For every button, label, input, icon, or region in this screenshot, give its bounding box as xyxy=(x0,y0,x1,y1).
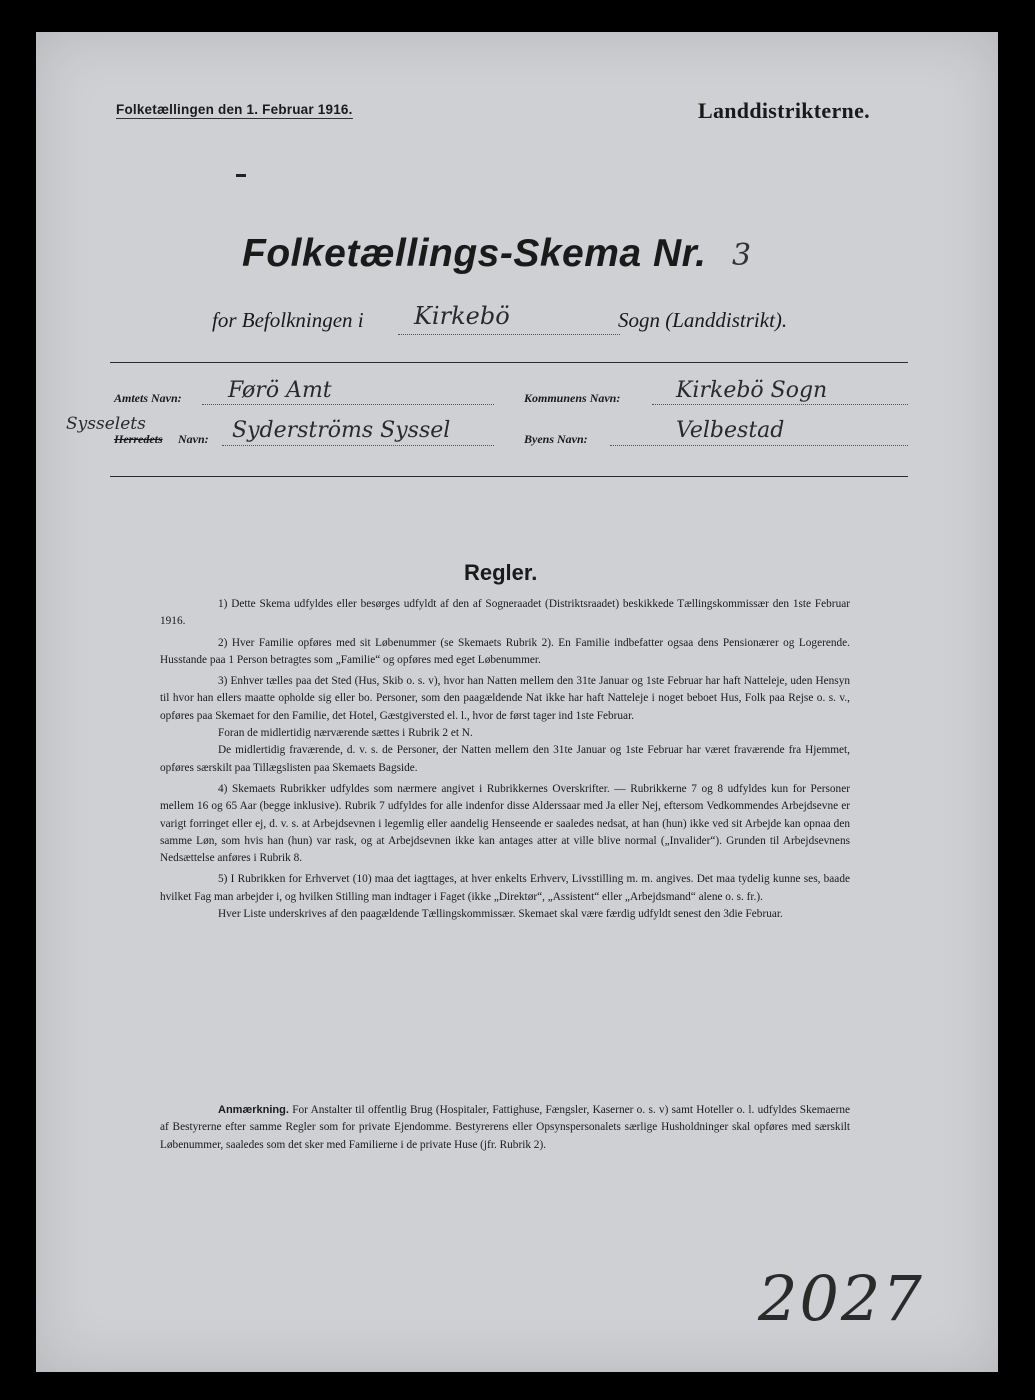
remark-text: For Anstalter til offentlig Brug (Hospitaler, Fattighuse, Fængsler, Kaserner o. s. v) samt Hoteller o. l. udfyldes Skemaerne af Bestyrerne efter samme Regler som for private Ejendomme. Bestyrerens eller Opsynspersonalets særlige Husholdninger skal opføres med særskilt Løbenummer, saaledes som det sker med Familierne i de private Huse (jfr. Rubrik 2). xyxy=(160,1104,850,1151)
rules-section xyxy=(160,596,850,927)
kommune-label: Kommunens Navn: xyxy=(524,391,621,405)
rule-3: 3) Enhver tælles paa det Sted (Hus, Skib o. s. v), hvor han Natten mellem den 31te Januar og 1ste Februar har haft Natteleje, uden Hensyn til hvor han ellers maatte opholde sig eller bo. Personer, som den paagældende Nat ikke har haft Natteleje i noget beboet Hus, Folk paa Rejse o. s. v., opføres paa Skemaet for den Familie, det Hotel, Gæstgiversted el. l., hvor de først tager ind 1ste Februar. xyxy=(160,675,850,722)
amt-line xyxy=(202,404,494,405)
kommune-line xyxy=(652,404,908,405)
amt-value-handwritten: Førö Amt xyxy=(228,378,332,403)
rule-2: 2) Hver Familie opføres med sit Løbenummer (se Skemaets Rubrik 2). En Familie indbefatter ogsaa dens Pensionærer og Logerende. Husstande paa 1 Person betragtes som „Familie“ og opføres med eget Løbenummer. xyxy=(160,636,850,666)
rule-5: 5) I Rubrikken for Erhvervet (10) maa det iagttages, at hver enkelts Erhverv, Livsstilling m. m. angives. Det maa tydelig kunne ses, baade hvilket Fag man arbejder i, og hvilken Stilling man indtager i Faget (ikke „Direktør“, „Assistent“ eller „Arbejdsmand“ alene o. s. fr.). xyxy=(160,873,850,903)
ink-mark xyxy=(236,174,246,177)
herred-line xyxy=(222,445,494,446)
census-date-header: Folketællingen den 1. Februar 1916. xyxy=(116,102,353,117)
rule-3-note-absent: De midlertidig fraværende, d. v. s. de Personer, der Natten mellem den 31te Januar og 1ste Februar har været fraværende fra Hjemmet, opføres særskilt paa Tillægslisten paa Skemaets Bagside. xyxy=(160,744,850,774)
amt-label: Amtets Navn: xyxy=(114,391,182,405)
form-title: Folketællings-Skema Nr. xyxy=(242,232,707,275)
remark-paragraph xyxy=(160,1102,850,1154)
form-number-handwritten: 3 xyxy=(732,238,752,273)
kommune-value-handwritten: Kirkebö Sogn xyxy=(676,378,828,403)
herred-label-struck: Herredets xyxy=(114,432,163,446)
rule-signature: Hver Liste underskrives af den paagældende Tællingskommissær. Skemaet skal være færdig udfyldt senest den 3die Februar. xyxy=(218,908,783,921)
remark-lead: Anmærkning. xyxy=(218,1104,289,1116)
subtitle-prefix: for Befolkningen i xyxy=(212,308,364,332)
handwritten-page-number: 2027 xyxy=(758,1262,924,1335)
parish-fill-line xyxy=(398,334,620,335)
rule-1: 1) Dette Skema udfyldes eller besørges udfyldt af den af Sogneraadet (Distriktsraadet) beskikkede Tællingskommissær den 1ste Februar 1916. xyxy=(160,598,850,628)
rule-3-note-present: Foran de midlertidig nærværende sættes i Rubrik 2 et N. xyxy=(218,727,473,740)
rule-4: 4) Skemaets Rubrikker udfyldes som nærmere angivet i Rubrikkernes Overskrifter. — Rubrikkerne 7 og 8 udfyldes kun for Personer mellem 16 og 65 Aar (begge inklusive). Rubrik 7 udfyldes for alle indenfor disse Alderssaar med Ja eller Nej, eftersom Vedkommendes Arbejdsevne er varigt forringet eller ej, d. v. s. at Arbejdsevnen i legemlig eller aandelig Henseende er saaledes nedsat, at han (hun) ikke ved sit Arbejde kan opnaa den samme Løn, som hvis han (hun) var rask, og at Arbejdsevnen ikke kan antages atter at ville blive normal („Invalider“). Grunden til Arbejdsevnens Nedsættelse anføres i Rubrik 8. xyxy=(160,782,850,865)
district-type-header: Landdistrikterne. xyxy=(698,98,870,123)
subtitle-suffix: Sogn (Landdistrikt). xyxy=(618,308,788,332)
remark-section xyxy=(160,1102,850,1154)
document-sheet xyxy=(36,32,998,1372)
herred-value-handwritten: Syderströms Syssel xyxy=(232,418,451,443)
parish-handwritten: Kirkebö xyxy=(414,302,510,330)
herred-handwritten-prefix: Sysselets xyxy=(66,414,146,434)
divider-bottom xyxy=(110,476,908,477)
divider-top xyxy=(110,362,908,363)
herred-label: Navn: xyxy=(178,432,209,446)
by-value-handwritten: Velbestad xyxy=(676,418,785,443)
by-line xyxy=(610,445,908,446)
rules-heading: Regler. xyxy=(464,560,538,585)
by-label: Byens Navn: xyxy=(524,432,588,446)
